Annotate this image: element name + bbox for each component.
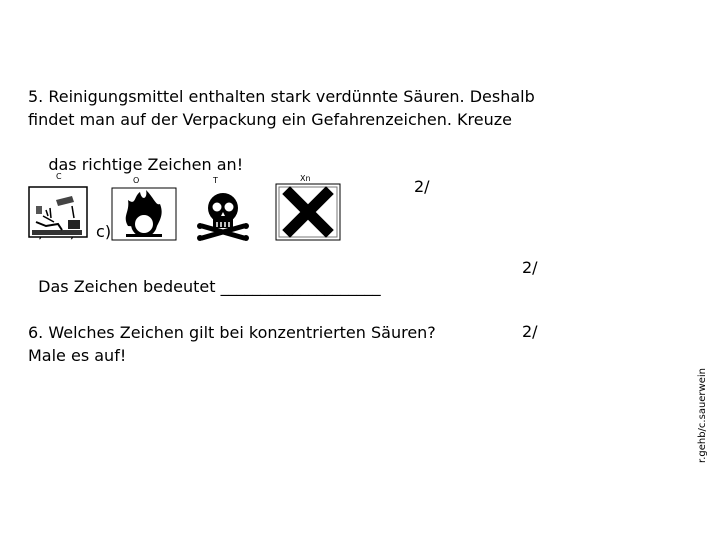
meaning-points: 2/ — [522, 258, 538, 277]
answer-options[interactable]: c) — [96, 222, 112, 241]
corrosive-icon — [28, 186, 88, 238]
symbol-toxic[interactable] — [188, 172, 258, 242]
question-6-points: 2/ — [522, 322, 538, 341]
oxidizing-icon — [104, 186, 184, 242]
question-5-line-1: 5. Reinigungsmittel enthalten stark verdünnte Säuren. Deshalb — [28, 87, 535, 106]
symbol-letter-c: C — [56, 172, 62, 181]
question-6 — [28, 322, 436, 367]
question-6-line-2: Male es auf! — [28, 345, 127, 365]
author-credit: r.gehb/c.sauerwein — [697, 368, 708, 463]
symbol-letter-xn: Xn — [300, 174, 311, 183]
symbol-letter-t: T — [213, 176, 218, 185]
symbol-corrosive[interactable] — [28, 172, 88, 242]
hazard-symbols — [28, 172, 358, 242]
meaning-prompt[interactable]: Das Zeichen bedeutet ____________________ — [38, 277, 381, 296]
symbol-oxidizing[interactable] — [104, 172, 184, 242]
question-5-points: 2/ — [414, 177, 430, 196]
meaning-line — [28, 258, 381, 296]
question-5-line-2: findet man auf der Verpackung ein Gefahrenzeichen. Kreuze — [28, 109, 512, 129]
question-6-line-1: 6. Welches Zeichen gilt bei konzentrierten Säuren? — [28, 323, 436, 342]
harmful-icon — [274, 182, 358, 242]
symbol-harmful[interactable] — [274, 172, 358, 242]
toxic-icon — [188, 186, 258, 242]
symbol-letter-o: O — [133, 176, 140, 185]
question-5-line-3-text: das richtige Zeichen an! — [48, 154, 244, 174]
